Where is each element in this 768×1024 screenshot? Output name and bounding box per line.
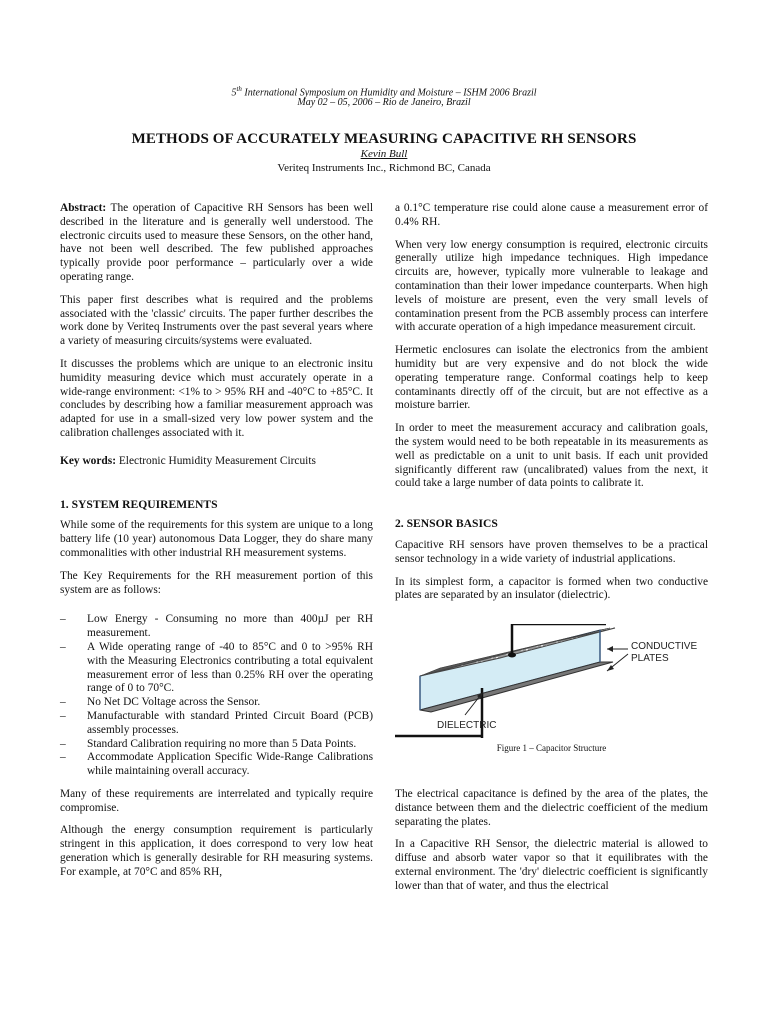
- section-2-heading: 2. SENSOR BASICS: [395, 517, 498, 531]
- conductive-label-2: PLATES: [631, 653, 669, 665]
- keywords-text: Electronic Humidity Measurement Circuits: [116, 454, 316, 467]
- left-column: [60, 202, 373, 889]
- list-item: [60, 696, 373, 710]
- abstract-text-1: The operation of Capacitive RH Sensors has been well described in the literature and is generally well understood. The electronic circuits used to measure these Sensors, on the other hand, have not been well described. The few published approaches typically provide poor performance – particularly over a wide operating range.: [60, 202, 373, 283]
- abstract-paragraph-2: This paper first describes what is required and the problems associated with the 'classic' circuits. The paper further describes the work done by Veriteq Instruments over the past several years where a variety of measuring circuits/systems were evaluated.: [60, 293, 373, 348]
- list-item: [60, 751, 373, 779]
- bullet-dash: –: [60, 737, 66, 750]
- conf-ordinal-suffix: th: [236, 85, 242, 93]
- section-1-paragraph-7: Hermetic enclosures can isolate the electronics from the ambient humidity but are very expensive and do not block the wide operating temperature range. Conformal coatings help to keep contaminants directly off of the circuit, but are not effective as a moisture barrier.: [395, 344, 708, 412]
- author-name: Kevin Bull: [360, 148, 408, 160]
- conductive-label-1: CONDUCTIVE: [631, 641, 698, 653]
- requirement-text: Standard Calibration requiring no more than 5 Data Points.: [87, 737, 357, 750]
- section-2-paragraph-3: The electrical capacitance is defined by the area of the plates, the distance between them and the dielectric coefficient of the medium separating the plates.: [395, 787, 708, 828]
- requirement-text: Accommodate Application Specific Wide-Range Calibrations while maintaining overall accuracy.: [87, 751, 373, 778]
- bullet-dash: –: [60, 751, 66, 764]
- capacitor-structure-diagram: [395, 624, 708, 738]
- requirement-text: Low Energy - Consuming no more than 400µJ per RH measurement.: [87, 613, 373, 640]
- keywords-label: Key words:: [60, 454, 116, 467]
- conf-name: International Symposium on Humidity and Moisture – ISHM 2006 Brazil: [241, 87, 537, 99]
- conference-dates: May 02 – 05, 2006 – Rio de Janeiro, Brazil: [297, 97, 471, 108]
- author-affiliation: Veriteq Instruments Inc., Richmond BC, Canada: [277, 162, 491, 174]
- section-1-paragraph-5: a 0.1°C temperature rise could alone cause a measurement error of 0.4% RH.: [395, 202, 708, 228]
- requirement-text: Manufacturable with standard Printed Circuit Board (PCB) assembly processes.: [87, 709, 373, 736]
- dielectric-label: DIELECTRIC: [437, 720, 497, 732]
- abstract-label: Abstract:: [60, 202, 107, 214]
- section-1-paragraph-1: While some of the requirements for this system are unique to a long battery life (10 year) autonomous Data Logger, they do share many commonalities with other industrial RH measurement systems.: [60, 519, 373, 559]
- abstract-paragraph-1: [60, 202, 373, 285]
- right-column: [395, 202, 708, 903]
- section-1-paragraph-2: The Key Requirements for the RH measurement portion of this system are as follows:: [60, 569, 373, 596]
- list-item: [60, 613, 373, 641]
- list-item: [60, 738, 373, 752]
- paper-title: METHODS OF ACCURATELY MEASURING CAPACITIVE RH SENSORS: [131, 131, 637, 147]
- bullet-dash: –: [60, 709, 66, 722]
- section-1-heading: 1. SYSTEM REQUIREMENTS: [60, 497, 218, 511]
- conf-ordinal: 5: [231, 87, 237, 99]
- requirement-text: A Wide operating range of -40 to 85°C and 0 to >95% RH with the Measuring Electronics contributing a total equivalent measurement error of less than 0.25% RH over the operating range of 0 to 70°C.: [87, 640, 373, 695]
- requirement-text: No Net DC Voltage across the Sensor.: [87, 696, 261, 709]
- section-1-paragraph-3: Many of these requirements are interrelated and typically require compromise.: [60, 787, 373, 814]
- section-1-paragraph-8: In order to meet the measurement accuracy and calibration goals, the system would need to be both repeatable in its measurements as well as predictable on a unit to unit basis. If each unit provided significantly different raw (uncalibrated) values from the next, it could take a large number of data points to calibrate it.: [395, 422, 708, 490]
- list-item: [60, 641, 373, 696]
- section-1-paragraph-4: Although the energy consumption requirement is particularly stringent in this application, it does correspond to very low heat generation which is generally desirable for RH measuring systems. For example, at 70°C and 85% RH,: [60, 824, 373, 878]
- figure-caption: Figure 1 – Capacitor Structure: [496, 743, 607, 754]
- list-item: [60, 710, 373, 738]
- bullet-dash: –: [60, 696, 66, 709]
- capacitor-figure: [395, 624, 708, 738]
- bullet-dash: –: [60, 640, 66, 653]
- requirements-list: [60, 613, 373, 779]
- keywords: [60, 455, 373, 469]
- section-1-paragraph-6: When very low energy consumption is required, electronic circuits generally utilize high impedance techniques. High impedance circuits are, however, typically more vulnerable to leakage and contamination than their lower impedance counterparts. When high levels of moisture are present, even the very small levels of contamination present from the PCB assembly process can interfere with accurate operation of a high impedance measurement circuit.: [395, 238, 708, 334]
- section-2-paragraph-4: In a Capacitive RH Sensor, the dielectric material is allowed to diffuse and absorb water vapor so that it equilibrates with the external environment. The 'dry' dielectric coefficient is significantly lower than that of water, and thus the electrical: [395, 838, 708, 892]
- bullet-dash: –: [60, 613, 66, 626]
- section-2-paragraph-2: In its simplest form, a capacitor is formed when two conductive plates are separated by an insulator (dielectric).: [395, 575, 708, 602]
- abstract-paragraph-3: It discusses the problems which are unique to an electronic insitu humidity measuring device which must accurately operate in a wide-range environment: <1% to > 95% RH and -40°C to +85°C. It concludes by describing how a familiar measurement approach was adapted for use in a small-sized very low power system and the calibration challenges associated with it.: [60, 357, 373, 439]
- section-2-paragraph-1: Capacitive RH sensors have proven themselves to be a practical sensor technology in a wide variety of industrial applications.: [395, 538, 708, 565]
